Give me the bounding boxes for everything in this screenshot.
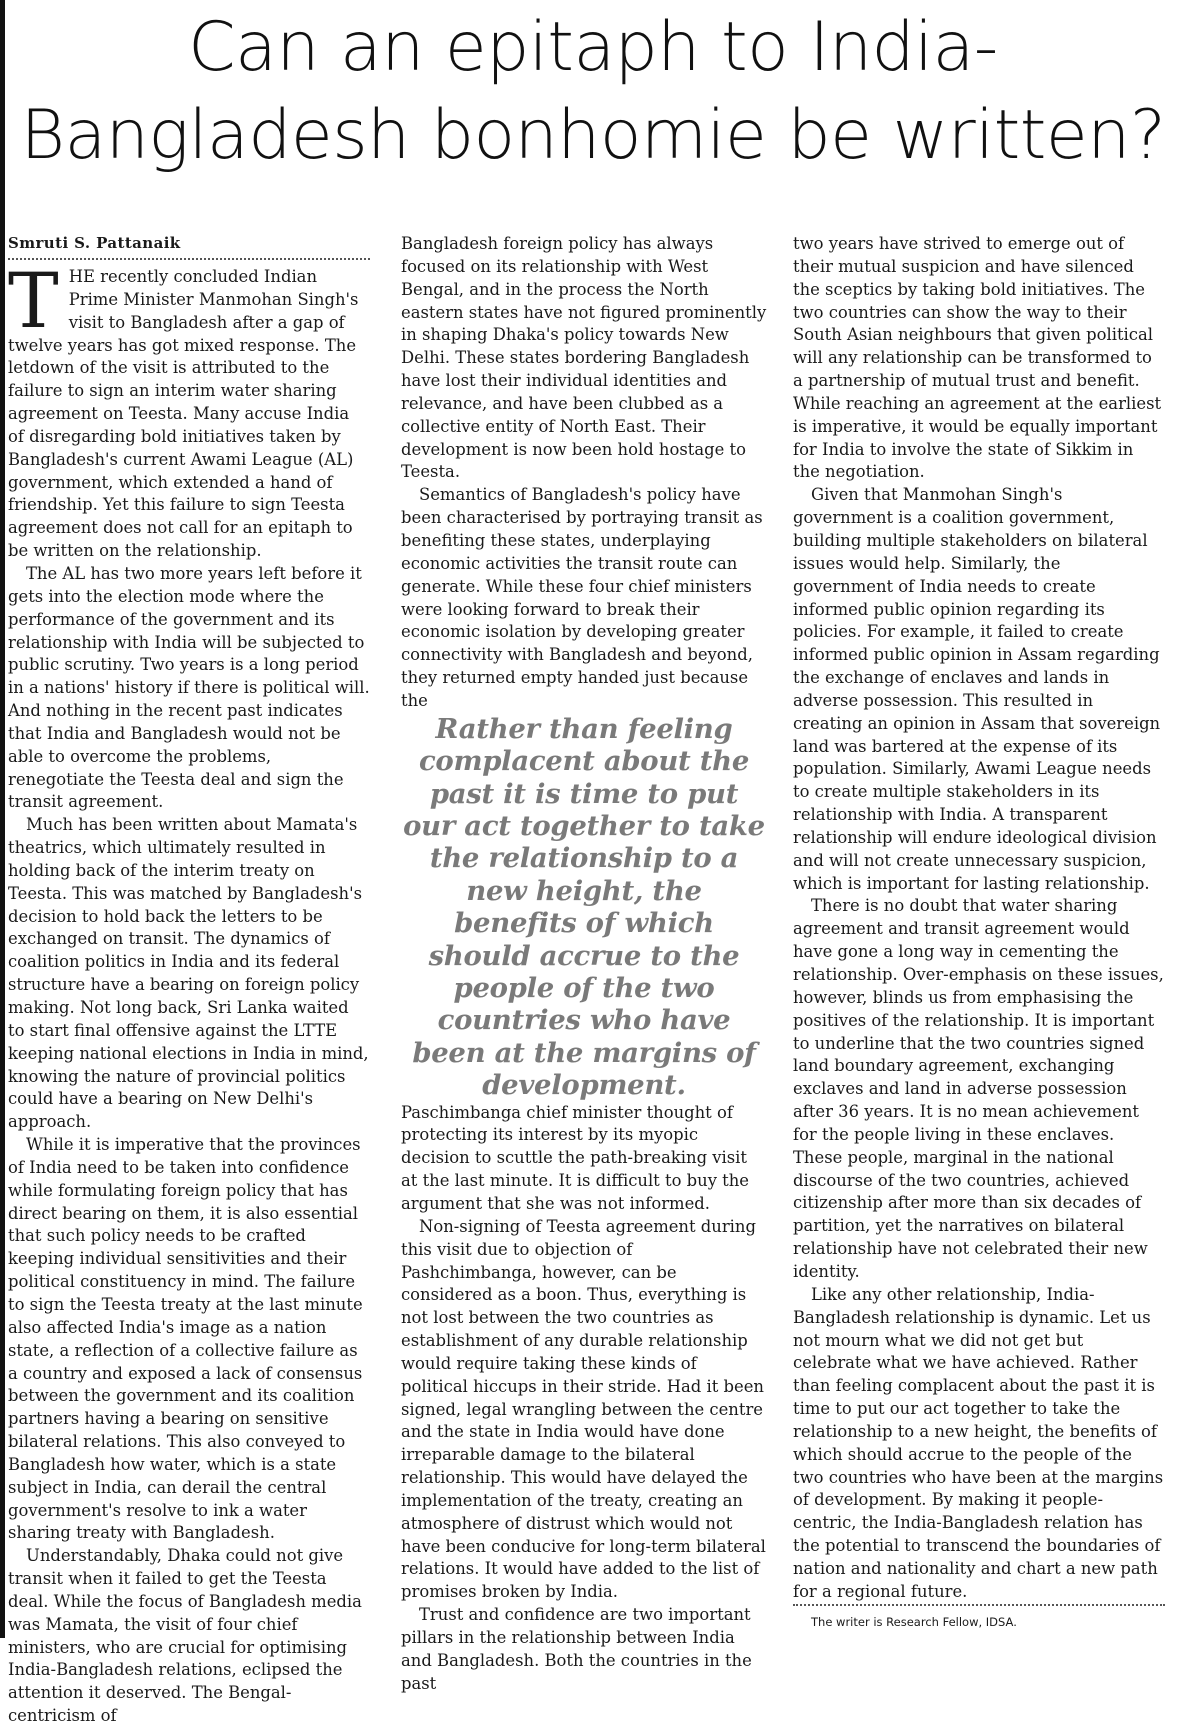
drop-cap: T [8,256,59,345]
paragraph: Paschimbanga chief minister thought of protecting its interest by its myopic decision to scuttle the path-breaking visit at the last minute. It is difficult to buy the argument that she was not informed. [401,1102,750,1213]
byline: Smruti S. Pattanaik [8,233,370,260]
paragraph: There is no doubt that water sharing agreement and transit agreement would have gone a long way in cementing the relationship. Over-emphasis on these issues, however, blinds us from emphasising the positives of the relationship. It is important to underline that the two countries signed land boundary agreement, exchanging exclaves and land in adverse possession after 36 years. It is no mean achievement for the people living in these enclaves. These people, marginal in the national discourse of the two countries, achieved citizenship after more than six decades of partition, yet the narratives on bilateral relationship have not celebrated their new identity. [793,896,1164,1281]
headline: Can an epitaph to India-Bangladesh bonhomie be written? [20,8,1166,175]
pull-quote: Rather than feeling complacent about the past it is time to put our act together to take the relationship to a new height, the benefits of which should accrue to the people of the two countries who have been at the margins of development. [403,712,765,1102]
left-border-rule [0,0,5,1638]
paragraph: The AL has two more years left before it gets into the election mode where the performance of the government and its relationship with India will be subjected to public scrutiny. Two years is a long period in a nations' history if there is political will. And nothing in the recent past indicates that India and Bangladesh would not be able to overcome the problems, renegotiate the Teesta deal and sign the transit agreement. [8,563,370,812]
paragraph: Understandably, Dhaka could not give transit when it failed to get the Teesta deal. While the focus of Bangladesh media was Mamata, the visit of four chief ministers, who are crucial for optimising India-Bangladesh relations, eclipsed the attention it deserved. The Bengal-centricism of [8,1546,362,1726]
paragraph: Semantics of Bangladesh's policy have been characterised by portraying transit as benefiting these states, underplaying economic activities the transit route can generate. While these four chief ministers were looking forward to break their economic isolation by developing greater connectivity with Bangladesh and beyond, they returned empty handed just because the [401,485,763,710]
paragraph: Given that Manmohan Singh's government is a coalition government, building multiple stakeholders on bilateral issues would help. Similarly, the government of India needs to create informed public opinion regarding its policies. For example, it failed to create informed public opinion in Assam regarding the exchange of enclaves and lands in adverse possession. This resulted in creating an opinion in Assam that sovereign land was bartered at the expense of its population. Similarly, Awami League needs to create multiple stakeholders in its relationship with India. A transparent relationship will endure ideological division and will not create unnecessary suspicion, which is important for lasting relationship. [793,485,1161,893]
article-column-2 [401,233,767,1696]
paragraph: While it is imperative that the provinces of India need to be taken into confidence while formulating foreign policy that has direct bearing on them, it is also essential that such policy needs to be crafted keeping individual sensitivities and their political constituency in mind. The failure to sign the Teesta treaty at the last minute also affected India's image as a nation state, a reflection of a collective failure as a country and exposed a lack of consensus between the government and its coalition partners having a bearing on sensitive bilateral relations. This also conveyed to Bangladesh how water, which is a state subject in India, can derail the central government's resolve to ink a water sharing treaty with Bangladesh. [8,1135,363,1543]
paragraph [8,256,370,563]
paragraph: Trust and confidence are two important pillars in the relationship between India and Bangladesh. Both the countries in the past [401,1605,752,1693]
paragraph: Bangladesh foreign policy has always focused on its relationship with West Bengal, and in the process the North eastern states have not figured prominently in shaping Dhaka's policy towards New Delhi. These states bordering Bangladesh have lost their individual identities and relevance, and have been clubbed as a collective entity of North East. Their development is now been hold hostage to Teesta. [401,234,767,482]
paragraph: Like any other relationship, India-Bangladesh relationship is dynamic. Let us not mourn what we did not get but celebrate what we have achieved. Rather than feeling complacent about the past it is time to put our act together to take the relationship to a new height, the benefits of which should accrue to the people of the two countries who have been at the margins of development. By making it people-centric, the India-Bangladesh relation has the potential to transcend the boundaries of nation and nationality and chart a new path for a regional future. [793,1284,1164,1601]
paragraph: Non-signing of Teesta agreement during this visit due to objection of Pashchimbanga, however, can be considered as a boon. Thus, everything is not lost between the two countries as establishment of any durable relationship would require taking these kinds of political hiccups in their stride. Had it been signed, legal wrangling between the centre and the state in India would have done irreparable damage to the bilateral relationship. This would have delayed the implementation of the treaty, creating an atmosphere of distrust which would not have been conducive for long-term bilateral relations. It would have added to the list of promises broken by India. [401,1216,766,1602]
paragraph-text: HE recently concluded Indian Prime Minister Manmohan Singh's visit to Bangladesh after a gap of twelve years has got mixed response. The letdown of the visit is attributed to the failure to sign an interim water sharing agreement on Teesta. Many accuse India of disregarding bold initiatives taken by Bangladesh's current Awami League (AL) government, which extended a hand of friendship. Yet this failure to sign Teesta agreement does not call for an epitaph to be written on the relationship. [8,267,359,561]
author-credit: The writer is Research Fellow, IDSA. [793,1604,1165,1630]
paragraph: two years have strived to emerge out of their mutual suspicion and have silenced the sceptics by taking bold initiatives. The two countries can show the way to their South Asian neighbours that given political will any relationship can be transformed to a partnership of mutual trust and benefit. While reaching an agreement at the earliest is imperative, it would be equally important for India to involve the state of Sikkim in the negotiation. [793,234,1162,482]
article-column-3 [793,233,1165,1630]
article-column-1 [8,233,370,1728]
paragraph: Much has been written about Mamata's theatrics, which ultimately resulted in holding back of the interim treaty on Teesta. This was matched by Bangladesh's decision to hold back the letters to be exchanged on transit. The dynamics of coalition politics in India and its federal structure have a bearing on foreign policy making. Not long back, Sri Lanka waited to start final offensive against the LTTE keeping national elections in India in mind, knowing the nature of provincial politics could have a bearing on New Delhi's approach. [8,815,369,1132]
